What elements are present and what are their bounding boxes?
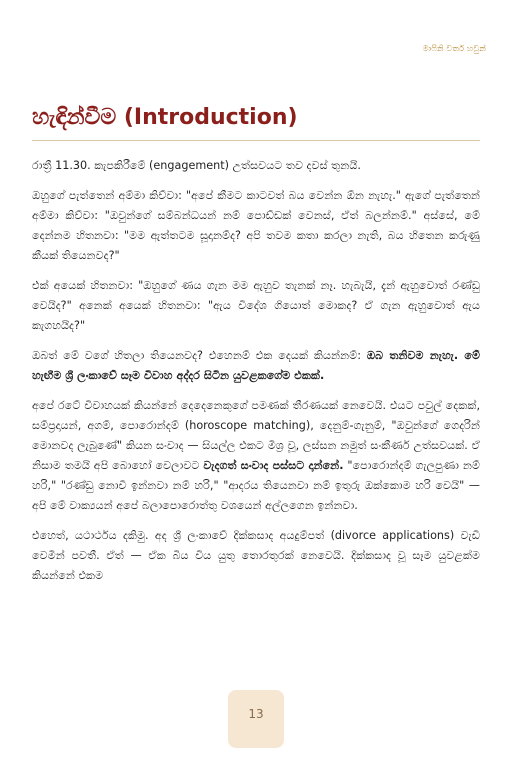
paragraph-2: ඔහුගේ පැත්තෙන් අම්මා කිව්වා: "අපේ කීමට කාටවත් බය වෙන්න ඕන නැහැ." ඇගේ පැත්තෙන් අම්මා කිව්වා: "ඔවුන්ගේ සම්බන්ධයන් නම් පොඩ්ඩක් වෙනස්, ඒත් බලන්නම්." අස්සේ, මේ දෙන්නම හිතනවා: "මම ඇත්තටම සූදානම්ද? අපි තවම කතා කරලා නැති, බය හිතෙන කරුණු කීයක් තියෙනවද?" — [32, 189, 480, 262]
paragraph-6: එහෙත්, යථාර්ථය දකිමු. අද ශ්‍රී ලංකාවේ දික්කසාද අයදුම්පත් (divorce applications) වැඩි වෙමින් පවතී. ඒත් — ඒක බිය විය යුතු තොරතුරක් නෙවෙයි. දික්කසාද වූ සෑම යුවළක්ම කියන්නේ එකම — [32, 529, 480, 582]
running-header: මාෆිනි වතර් හවුන් — [422, 44, 486, 53]
body-text — [32, 156, 480, 586]
paragraph-4-emphasis: ඔබ තනිවම නැහැ. මේ හැඟීම ශ්‍රී ලංකාවේ සෑම විවාහ අද්දර සිටින යුවළකගේම එකක්. — [32, 349, 480, 382]
title-divider — [32, 140, 480, 141]
paragraph-4-text: ඔබත් මේ වගේ හිතලා තියෙනවද? එහෙනම් එක දෙයක් කියන්නම්: — [32, 349, 367, 362]
paragraph-5-text-b: "පොරොන්දම් ගැලපුණා නම් හරි," "රණ්ඩු නොවී ඉන්නවා නම් හරි," "ආදරය තියෙනවා නම් ඉතුරු ඔක්කොම හරි වෙයි" — අපි මේ වාක්‍යයන් අපේ බලාපොරොත්තු වශයෙන් අල්ලගෙන ඉන්නවා. — [32, 459, 480, 512]
paragraph-5-emphasis: වැදගත් සංවාද පස්සට දාන්නේ. — [203, 459, 344, 472]
paragraph-5-text-a: අපේ රටේ විවාහයක් කියන්නේ දෙදෙනෙකුගේ පමණක් තීරණයක් නෙවෙයි. එයට පවුල් දෙකක්, සම්ප්‍රදායන්, අගම්, පොරොන්දම් (horoscope matching), දෙනුම්-ගැනුම්, "ඔවුන්ගේ ගෙදරින් මොනවද ලැබුණේ" කියන සංවාද — සියල්ල එකට මිශ්‍ර වූ, ලස්සන නමුත් සංකීර්ණ උත්සවයක්. ඒ නිසාම තමයි අපි බොහෝ වෙලාවට — [32, 399, 480, 472]
paragraph-5 — [32, 396, 480, 516]
paragraph-1: රාත්‍රී 11.30. කැපකිරීමේ (engagement) උත්සවයට තව දවස් තුනයි. — [32, 159, 361, 172]
page-number: 13 — [248, 707, 264, 721]
paragraph-4 — [32, 346, 480, 386]
paragraph-3: එක් අයෙක් හිතනවා: "ඔහුගේ ණය ගැන මම ඇහුව තැනක් නෑ. හැබැයි, දැන් ඇහුවොත් රණ්ඩු වෙයිද?" අනෙක් අයෙක් හිතනවා: "ඇය විදේශ ගියොත් මොකද? ඒ ගැන ඇහුවොත් ඇය කැගහයිද?" — [32, 279, 480, 332]
chapter-title: හැඳින්වීම (Introduction) — [32, 105, 298, 130]
